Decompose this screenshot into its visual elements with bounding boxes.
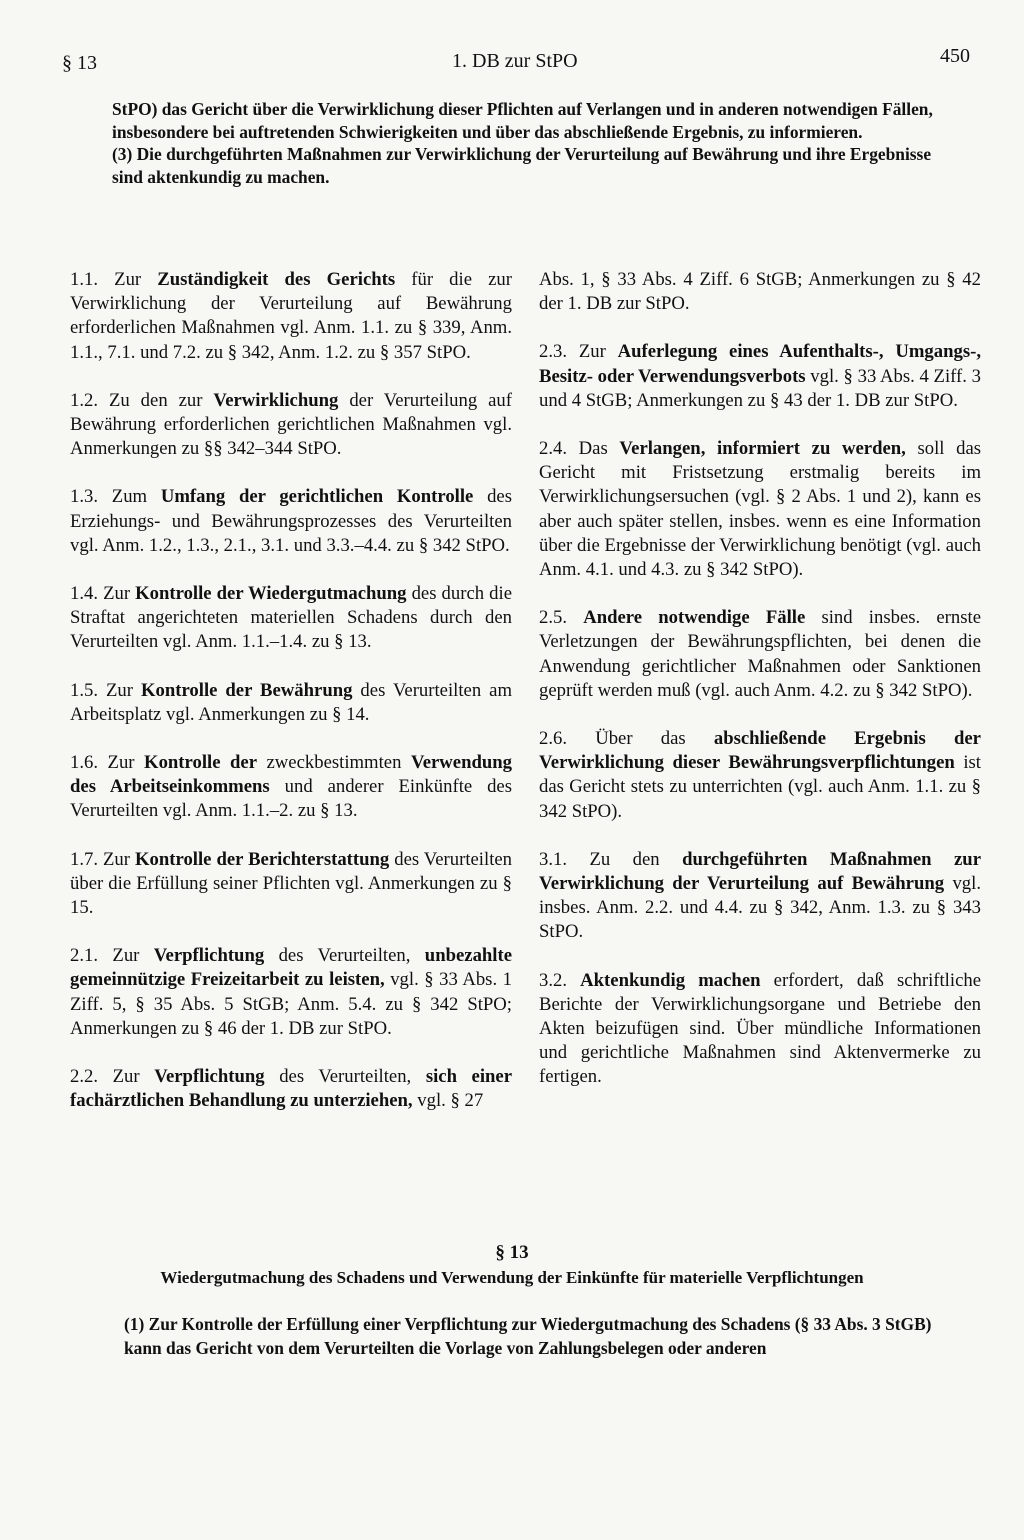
note-text: vgl. insbes. Anm. 2.2. und 4.4. zu § 342, Anm. 1.3. zu § 343 StPO. [539, 873, 981, 943]
section-heading [62, 1240, 962, 1290]
note-text: Zur [98, 269, 158, 290]
note-number: 2.2. [70, 1066, 99, 1088]
note-text: Zur [98, 848, 135, 870]
note-text: vgl. § 27 [412, 1090, 484, 1112]
annotations-right-column [539, 268, 981, 1114]
note-text: Zur [98, 945, 154, 967]
note-text: Zur [98, 1066, 155, 1088]
note-text: Zur [98, 752, 145, 774]
note-keyword: Kontrolle der [144, 752, 257, 774]
note-text: Zur [567, 341, 618, 363]
note-text: Über das [567, 728, 714, 750]
annotation-note [70, 268, 512, 365]
note-keyword: durchgeführten Maßnahmen zur Verwirklichung der Verurteilung auf Bewährung [539, 848, 981, 895]
section-number: § 13 [495, 1242, 529, 1263]
note-text: des Verurteilten, [264, 945, 425, 967]
note-keyword: Andere notwendige Fälle [583, 607, 806, 629]
note-keyword: Auferlegung eines Aufenthalts-, Umgangs-, Besitz- oder Verwendungsverbots [539, 341, 981, 387]
page-number: 450 [940, 45, 970, 67]
note-number: 2.3. [539, 341, 568, 363]
note-text [567, 607, 583, 628]
section-title: Wiedergutmachung des Schadens und Verwendung der Einkünfte für materielle Verpflichtungen [160, 1268, 864, 1287]
annotation-note [70, 848, 512, 921]
note-number: 2.4. [539, 438, 568, 460]
note-keyword: Kontrolle der Wiedergutmachung [135, 583, 407, 605]
note-text: vgl. § 33 Abs. 4 Ziff. 3 und 4 StGB; Anmerkungen zu § 43 der 1. DB zur StPO. [539, 365, 981, 411]
note-keyword: Zuständigkeit des Gerichts [157, 269, 396, 290]
note-text: Zu den zur [98, 389, 214, 411]
note-text: und anderer Einkünfte des Verurteilten vgl. Anm. 1.1.–2. zu § 13. [70, 776, 512, 822]
annotation-note [539, 848, 981, 945]
running-header-section: § 13 [62, 52, 97, 74]
annotation-note [70, 582, 512, 655]
note-number: 1.4. [70, 583, 99, 605]
note-text: soll das Gericht mit Fristsetzung erstmalig bereits im Verwirklichungsersuchen (vgl. § 2 Abs. 1 und 2), kann es aber auch später stellen, insbes. wenn es eine Information über die Ergebnisse der Verwirklichung benötigt (vgl. auch Anm. 4.1. und 4.3. zu § 342 StPO). [539, 438, 982, 581]
annotation-note [539, 340, 981, 413]
note-number: 2.5. [539, 607, 568, 629]
annotations-left-column [70, 268, 512, 1137]
annotation-note [70, 751, 512, 824]
law-text-block [112, 98, 952, 188]
note-text: Zum [98, 486, 161, 508]
note-text: Zur [98, 583, 136, 605]
note-text: des Verurteilten, [264, 1066, 426, 1088]
note-number: 1.6. [70, 752, 99, 774]
note-keyword: Umfang der gerichtlichen Kontrolle [160, 486, 474, 508]
note-number: 1.5. [70, 679, 99, 701]
note-text: der Verurteilung auf Bewährung erforderlichen gerichtlichen Maßnahmen vgl. Anmerkungen zu §§ 342–344 StPO. [70, 389, 513, 460]
annotation-note [539, 268, 981, 316]
note-number: 2.6. [539, 728, 568, 750]
note-number: 3.1. [539, 848, 568, 870]
note-number: 1.2. [70, 389, 99, 411]
note-text: des Erziehungs- und Bewährungsprozesses des Verurteilten vgl. Anm. 1.2., 1.3., 2.1., 3.1. und 3.3.–4.4. zu § 342 StPO. [70, 486, 512, 556]
note-keyword: Verlangen, informiert zu werden, [619, 438, 906, 460]
section-paragraph: (1) Zur Kontrolle der Erfüllung einer Verpflichtung zur Wiedergutmachung des Schadens (§ 33 Abs. 3 StGB) kann das Gericht von dem Verurteilten die Vorlage von Zahlungsbelegen oder anderen [124, 1314, 932, 1358]
note-keyword: Verwendung des Arbeitseinkommens [70, 752, 513, 798]
note-text: des Verurteilten am Arbeitsplatz vgl. Anmerkungen zu § 14. [70, 679, 512, 725]
note-text: zweckbestimmten [257, 752, 411, 774]
note-text: des Verurteilten über die Erfüllung seiner Pflichten vgl. Anmerkungen zu § 15. [70, 848, 513, 919]
note-keyword: Aktenkundig machen [580, 969, 761, 991]
running-header-title: 1. DB zur StPO [452, 50, 578, 72]
annotation-note [539, 606, 981, 703]
note-number: 2.1. [70, 945, 99, 967]
annotation-note [70, 944, 512, 1041]
note-text: ist das Gericht stets zu unterrichten (vgl. auch Anm. 1.1. zu § 342 StPO). [539, 752, 981, 822]
note-text: für die zur Verwirklichung der Verurteilung auf Bewährung erforderlichen Maßnahmen vgl. Anm. 1.1. zu § 339, Anm. 1.1., 7.1. und 7.2. zu § 342, Anm. 1.2. zu § 357 StPO. [70, 269, 512, 363]
note-text: sind insbes. ernste Verletzungen der Bewährungspflichten, bei denen die Anwendung gerichtlicher Maßnahmen oder Sanktionen geprüft werden muß (vgl. auch Anm. 4.2. zu § 342 StPO). [539, 607, 982, 701]
annotation-note [70, 485, 512, 558]
law-paragraph: (3) Die durchgeführten Maßnahmen zur Verwirklichung der Verurteilung auf Bewährung und ihre Ergebnisse sind aktenkundig zu machen. [112, 144, 932, 187]
annotation-note [70, 679, 512, 727]
note-text [567, 970, 580, 991]
note-keyword: unbezahlte gemeinnützige Freizeitarbeit zu leisten, [70, 945, 513, 991]
section-body [124, 1312, 952, 1360]
note-keyword: Kontrolle der Berichterstattung [135, 848, 390, 870]
annotation-note [539, 437, 981, 582]
note-keyword: sich einer fachärztlichen Behandlung zu unterziehen, [70, 1066, 513, 1112]
note-text: erfordert, daß schriftliche Berichte der Verwirklichungsorgane und Betriebe den Akten beizufügen sind. Über mündliche Informationen und gerichtliche Maßnahmen sind Aktenvermerke zu fertigen. [539, 969, 981, 1088]
note-text: des durch die Straftat angerichteten materiellen Schadens durch den Verurteilten vgl. Anm. 1.1.–1.4. zu § 13. [70, 583, 512, 653]
note-keyword: Verpflichtung [153, 945, 265, 967]
annotation-note [539, 969, 981, 1090]
note-number: 1.3. [70, 486, 99, 508]
note-number: 3.2. [539, 969, 568, 991]
note-text: Zur [98, 679, 141, 701]
annotation-note [70, 1065, 512, 1113]
note-keyword: Verpflichtung [154, 1066, 265, 1088]
note-text: Das [567, 438, 620, 460]
law-paragraph: StPO) das Gericht über die Verwirklichung dieser Pflichten auf Verlangen und in anderen notwendigen Fällen, insbesondere bei auftretenden Schwierigkeiten und über das abschließende Ergebnis, zu informieren. [112, 99, 933, 142]
note-keyword: Kontrolle der Bewährung [140, 679, 353, 701]
note-text: Abs. 1, § 33 Abs. 4 Ziff. 6 StGB; Anmerkungen zu § 42 der 1. DB zur StPO. [539, 269, 981, 315]
annotation-note [539, 727, 981, 824]
note-keyword: abschließende Ergebnis der Verwirklichung dieser Bewährungsverpflichtungen [539, 728, 981, 774]
note-number: 1.1. [70, 269, 99, 290]
note-text: vgl. § 33 Abs. 1 Ziff. 5, § 35 Abs. 5 StGB; Anm. 5.4. zu § 342 StPO; Anmerkungen zu § 46 der 1. DB zur StPO. [70, 969, 513, 1039]
annotation-note [70, 389, 512, 462]
note-keyword: Verwirklichung [213, 389, 339, 411]
note-text: Zu den [567, 848, 683, 870]
note-number: 1.7. [70, 848, 99, 870]
